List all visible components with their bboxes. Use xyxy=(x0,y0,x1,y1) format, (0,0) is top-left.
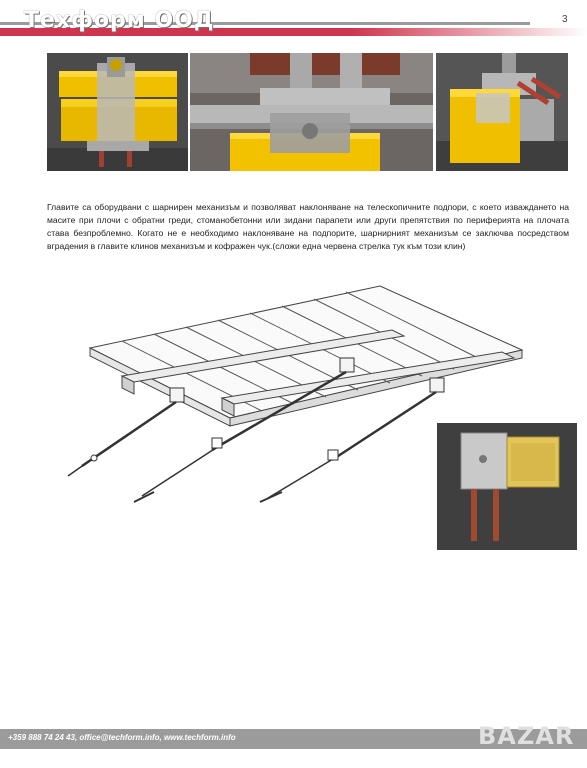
description-paragraph: Главите са оборудвани с шарнирен механизъм и позволяват наклоняване на телескопичните подпори, с което изваждането на масите при плочи с обратни греди, стоманобетонни или зидани парапети или други препятствия по периферията на плочата става безпроблемно. Когато не е необходимо наклоняване на подпорите, шарнирният механизъм се заключва посредством вградения в главите клинов механизъм и кофражен чук.(сложи една червена стрелка тук към този клин) xyxy=(47,202,569,251)
page-number: 3 xyxy=(562,14,568,25)
watermark-logo: BAZAR xyxy=(478,722,575,750)
wedge-mechanism-photo xyxy=(437,423,577,550)
yellow-beam-head-photo xyxy=(47,53,188,171)
head-with-red-pins-photo xyxy=(436,53,568,171)
company-title: Техформ ООД xyxy=(24,8,215,33)
steel-head-assembly-photo xyxy=(190,53,433,171)
contact-info: +359 888 74 24 43, office@techform.info, www.techform.info xyxy=(8,733,236,742)
